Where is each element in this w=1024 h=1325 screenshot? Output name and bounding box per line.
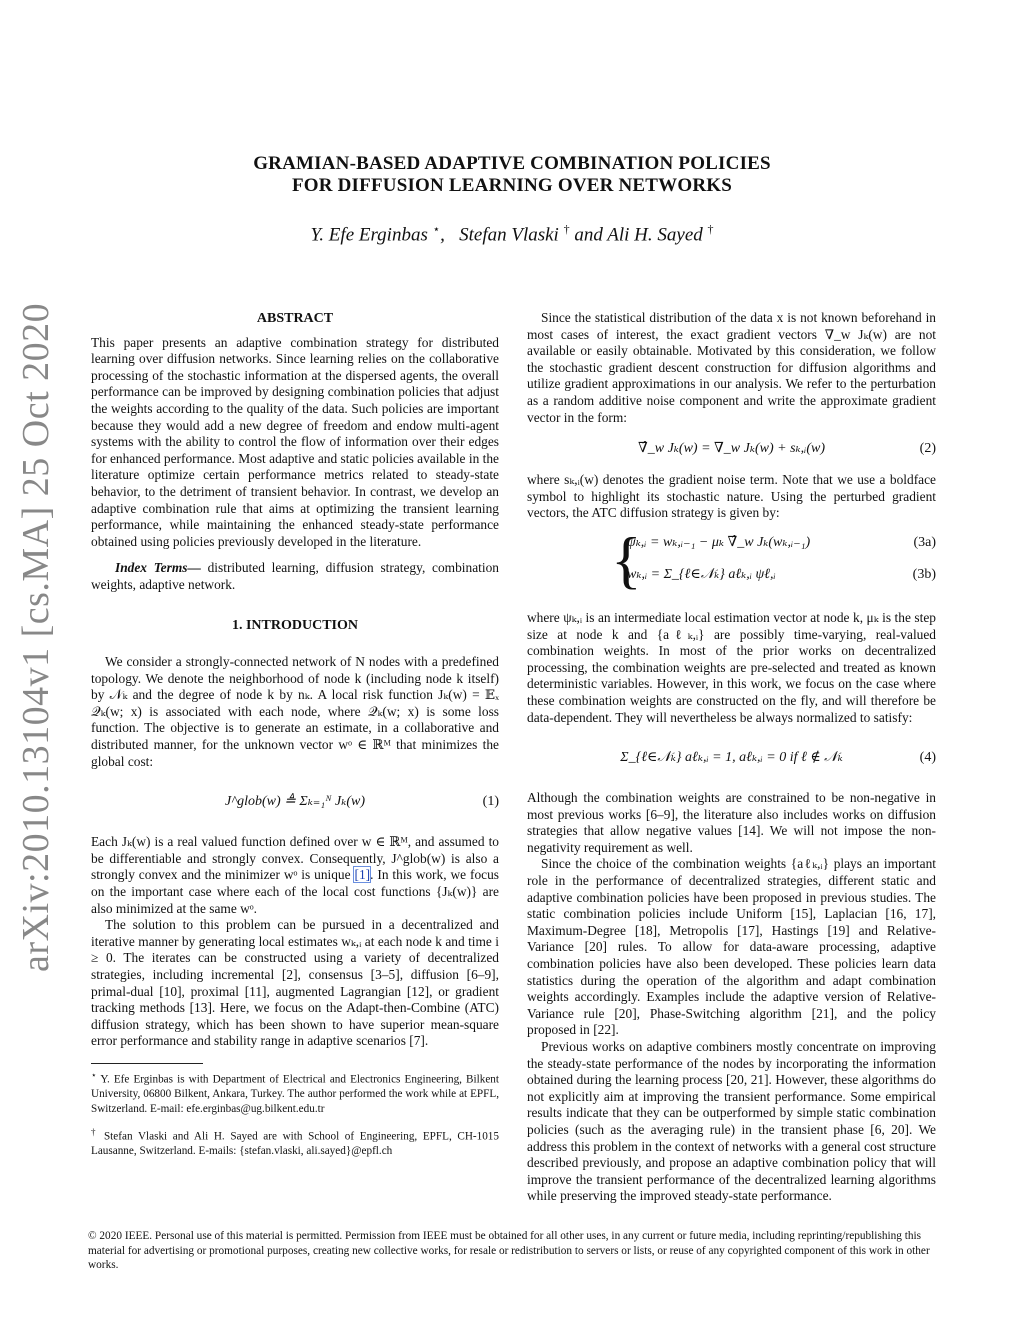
index-terms-label: Index Terms— [115, 560, 201, 576]
citation-1-link[interactable]: [1] [354, 867, 371, 883]
right-paragraph-4: Although the combination weights are constrained to be non-negative in most previous works [6–9], the literature also includes works on diffusion strategies that allow negative values [14]. We will not impose the non-negativity requirement as well. [527, 790, 936, 855]
right-paragraph-5: Since the choice of the combination weights {aℓₖ,ᵢ} plays an important role in the performance of decentralized strategies, different static and adaptive combination policies have been proposed in previous studies. The static combination policies include Uniform [15], Laplacian [16, 17], Maximum-Degree [18], Metropolis [17], Hastings [19] and Relative-Variance [20] rules. To allow for data-aware processing, adaptive combination policies have also been developed. These policies learn data statistics during the operation of the algorithm and adapt combination weights accordingly. Examples include the adaptive version of Relative-Variance rule [20], Phase-Switching algorithm [21], and the policy proposed in [22]. [527, 856, 936, 1038]
equation-4 [527, 732, 936, 784]
left-column [91, 310, 499, 1158]
intro-paragraph-3: The solution to this problem can be pursued in a decentralized and iterative manner by generating local estimates wₖ,ᵢ at each node k and time i ≥ 0. The iterates can be constructed using a variety of decentralized strategies, including incremental [2], consensus [3–5], diffusion [6–9], primal-dual [10], proximal [11], augmented Lagrangian [12], or gradient tracking methods [13]. Here, we focus on the Adapt-then-Combine (ATC) diffusion strategy, which has been shown to have superior mean-square error performance and stability range in adaptive scenarios [7]. [91, 917, 499, 1049]
right-paragraph-3: where ψₖ,ᵢ is an intermediate local estimation vector at node k, μₖ is the step size at node k and {aℓₖ,ᵢ} are possibly time-varying, real-valued combination weights. In most of the prior works on decentralized processing, the combination weights are pre-selected and treated as known deterministic variables. However, in this work, we focus on the case where these combination weights are constructed on the fly, and will therefore be data-dependent. They will nevertheless be always normalized to satisfy: [527, 609, 936, 725]
intro-paragraph-2 [91, 834, 499, 917]
copyright-notice: © 2020 IEEE. Personal use of this material is permitted. Permission from IEEE must be obtained for all other uses, in any current or future media, including reprinting/republishing this material for advertising or promotional purposes, creating new collective works, for resale or redistribution to servers or lists, or reuse of any copyrighted component of this work in other works. [88, 1230, 930, 1272]
arxiv-identifier[interactable]: arXiv:2010.13104v1 [cs.MA] 25 Oct 2020 [15, 302, 57, 972]
equation-3-system [527, 523, 936, 604]
right-paragraph-2: where sₖ,ᵢ(w) denotes the gradient noise term. Note that we use a boldface symbol to highlight its stochastic nature. Using the perturbed gradient vectors, the ATC diffusion strategy is given by: [527, 472, 936, 521]
equation-3b-body: wₖ,ᵢ = Σ_{ℓ∈𝒩ₖ} aℓₖ,ᵢ ψℓ,ᵢ [627, 566, 776, 582]
equation-2-body: ∇̂_w Jₖ(w) = ∇_w Jₖ(w) + sₖ,ᵢ(w) [637, 441, 826, 457]
title-line-1: GRAMIAN-BASED ADAPTIVE COMBINATION POLICIES [253, 153, 771, 174]
footnote-2-text: Stefan Vlaski and Ali H. Sayed are with School of Engineering, EPFL, CH-1015 Lausanne, Switzerland. E-mails: {stefan.vlaski, ali.sayed}@epfl.ch [91, 1130, 499, 1158]
equation-4-body: Σ_{ℓ∈𝒩ₖ} aℓₖ,ᵢ = 1, aℓₖ,ᵢ = 0 if ℓ ∉ 𝒩ₖ [620, 750, 843, 766]
paper-title [0, 153, 1024, 197]
abstract-text: This paper presents an adaptive combination strategy for distributed learning over diffusion networks. Since learning relies on the collaborative processing of the stochastic information at the dispersed agents, the overall performance can be improved by designing combination policies that adjust the weights according to the quality of the data. Such policies are important because they would add a new degree of freedom and endow multi-agent systems with the ability to control the flow of information over their edges for enhanced performance. Most adaptive and static policies available in the literature optimize certain performance metrics related to steady-state behavior, to the detriment of transient behavior. In contrast, we develop an adaptive combination rule that aims at optimizing the transient learning performance, while maintaining the enhanced steady-state performance obtained using policies previously developed in the literature. [91, 334, 499, 549]
equation-4-number: (4) [919, 750, 936, 766]
footnote-2 [91, 1125, 499, 1159]
intro-paragraph-1: We consider a strongly-connected network of N nodes with a predefined topology. We denote the neighborhood of node k (including node k itself) by 𝒩ₖ and the degree of node k by nₖ. A local risk function Jₖ(w) = 𝔼ₓ 𝒬ₖ(w; x) is associated with each node, where 𝒬ₖ(w; x) is some loss function. The objective is to generate an estimate, in a collaborative and distributed manner, for the unknown vector wᵒ ∈ ℝᴹ that minimizes the global cost: [91, 654, 499, 769]
index-terms-text: distributed learning, diffusion strategy, combination weights, adaptive network. [91, 560, 499, 592]
footnote-1-text: Y. Efe Erginbas is with Department of Electrical and Electronics Engineering, Bilkent University, 06800 Bilkent, Ankara, Turkey. The author performed the work while at EPFL, Switzerland. E-mail: efe.erginbas@ug.bilkent.edu.tr [91, 1073, 499, 1115]
intro-heading: 1. INTRODUCTION [231, 617, 358, 633]
right-paragraph-6: Previous works on adaptive combiners mostly concentrate on improving the steady-state performance of the nodes by incorporating the information obtained during the learning process [20, 21]. However, these algorithms do not explicitly aim at improving the transient performance. Some empirical results indicate that they can be outperformed by simple static combination policies (such as the averaging rule) in the transient phase [6, 20]. We address this problem in the context of networks with a general cost structure described previously, and propose an adaptive combination policy that will improve the transient performance of the decentralized learning algorithms while preserving the improved steady-state performance. [527, 1039, 936, 1204]
author-1: Y. Efe Erginbas [310, 224, 428, 246]
equation-3b-number: (3b) [912, 566, 936, 582]
index-terms [91, 560, 499, 593]
abstract-heading: ABSTRACT [256, 311, 334, 326]
equation-1 [91, 776, 499, 828]
author-3: and Ali H. Sayed [574, 224, 703, 246]
equation-3a-number: (3a) [913, 534, 936, 550]
footnote-1 [91, 1068, 499, 1116]
author-2: Stefan Vlaski [459, 224, 559, 246]
author-2-mark: † [563, 222, 570, 236]
author-list: Y. Efe Erginbas ⋆, Stefan Vlaski † and Ali H. Sayed † [310, 222, 714, 246]
equation-3a-body: ψₖ,ᵢ = wₖ,ᵢ₋₁ − μₖ ∇̂_w Jₖ(wₖ,ᵢ₋₁) [627, 534, 811, 550]
intro-paragraph-2-text-a: Each Jₖ(w) is a real valued function defined over w ∈ ℝᴹ, and assumed to be differentiable and strongly convex. Consequently, J^glob(w) is also a strongly convex and the minimizer wᵒ is unique [91, 834, 499, 883]
right-column [527, 310, 936, 1205]
equation-1-number: (1) [482, 794, 499, 810]
intro-paragraph-2-text-b: . In this work, we focus on the important case where each of the local cost functions {Jₖ(w)} are also minimized at the same wᵒ. [91, 867, 499, 916]
right-paragraph-1: Since the statistical distribution of the data x is not known beforehand in most cases of interest, the exact gradient vectors ∇_w Jₖ(w) are not available or easily obtainable. Motivated by this consideration, we follow the stochastic gradient descent construction for diffusion algorithms and utilize gradient approximations in our analysis. We refer to the perturbation as a random additive noise component and write the approximate gradient vector in the form: [527, 310, 936, 425]
footnote-rule [91, 1063, 203, 1064]
footnote-1-mark: ⋆ [91, 1069, 97, 1080]
footnote-2-mark: † [91, 1126, 99, 1137]
equation-1-body: J^glob(w) ≜ Σₖ₌₁ᴺ Jₖ(w) [225, 794, 365, 810]
title-line-2: FOR DIFFUSION LEARNING OVER NETWORKS [291, 175, 733, 196]
author-3-mark: † [707, 222, 714, 236]
equation-2 [527, 432, 936, 466]
author-1-mark: ⋆ [432, 222, 441, 236]
equation-2-number: (2) [919, 441, 936, 457]
system-brace: { [611, 523, 642, 595]
